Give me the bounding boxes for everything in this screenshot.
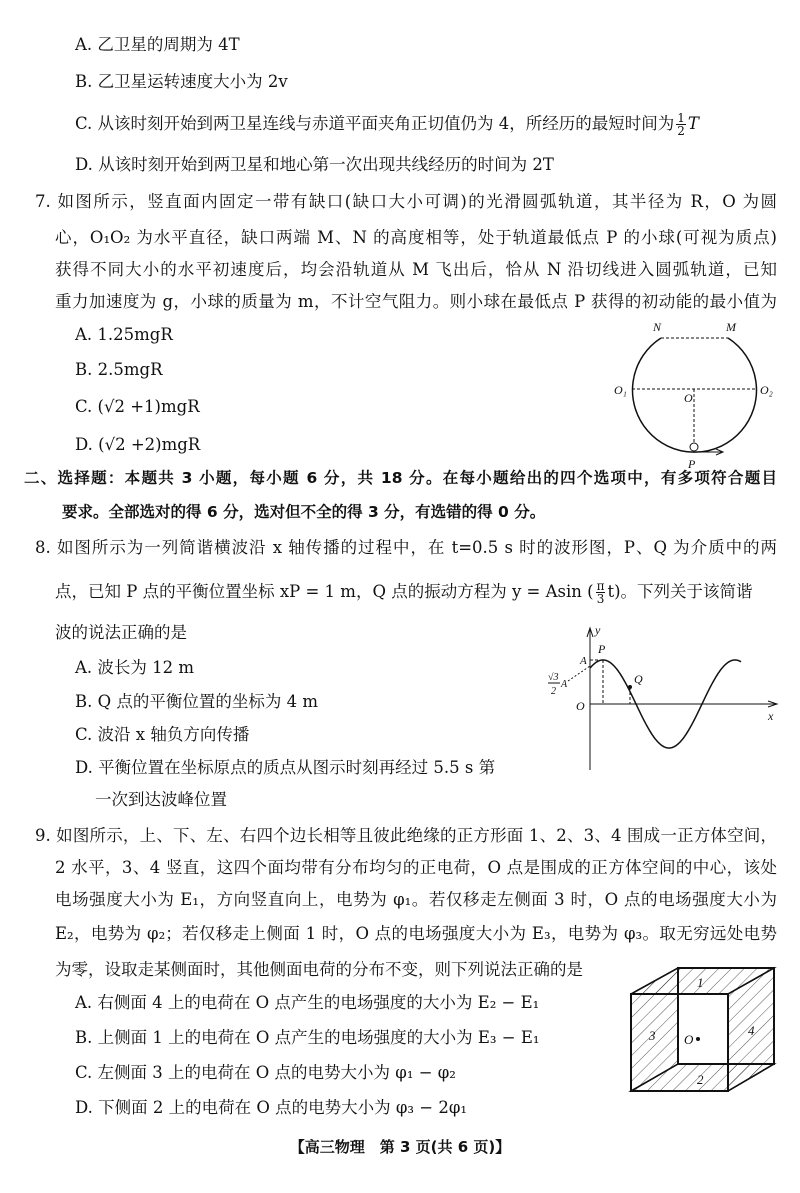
q8-stem-line: 8. 如图所示为一列简谐横波沿 x 轴传播的过程中，在 t=0.5 s 时的波形图，P、Q 为介质中的两 [35,538,777,557]
fraction-den: 3 [596,592,605,606]
q8-option-c: C. 波沿 x 轴负方向传播 [75,725,250,744]
label-face-2: 2 [697,1072,704,1087]
section-2-header: 二、选择题：本题共 3 小题，每小题 6 分，共 18 分。在每小题给出的四个选项中，有多项符合题目 [24,469,777,487]
q7-option-d: D. (√2 +2)mgR [75,435,201,454]
q7-option-a: A. 1.25mgR [75,325,173,344]
point-q [628,685,632,689]
q8-stem-text: t)。下列关于该简谐 [607,582,753,601]
label-o: O [684,391,693,405]
label-a: A [580,655,587,667]
label-q: Q [634,672,643,686]
q7-stem-line: 获得不同大小的水平初速度后，均会沿轨道从 M 飞出后，恰从 N 沿切线进入圆弧轨道，已知 [55,260,777,279]
q8-stem-line [55,576,753,608]
label-x: x [768,709,774,723]
q6-option-a: A. 乙卫星的周期为 4T [75,35,240,54]
q7-stem-line: 心，O₁O₂ 为水平直径，缺口两端 M、N 的高度相等，处于轨道最低点 P 的小球(可视为质点) [55,228,777,247]
label-2: 2 [551,686,556,697]
q8-option-a: A. 波长为 12 m [75,658,195,677]
wave-figure [530,620,790,780]
cube-figure [625,960,785,1100]
q9-option-b: B. 上侧面 1 上的电荷在 O 点产生的电场强度的大小为 E₃ − E₁ [75,1028,540,1047]
q8-option-d-cont: 一次到达波峰位置 [95,790,227,809]
label-m: M [726,320,736,334]
point-o [696,1037,700,1041]
q6-option-c-text: C. 从该时刻开始到两卫星连线与赤道平面夹角正切值仍为 4，所经历的最短时间为 [75,114,675,133]
label-p: P [598,642,606,656]
q9-stem-line: E₂，电势为 φ₂；若仅移走上侧面 1 时，O 点的电场强度大小为 E₃，电势为 φ₃。取无穷远处电势 [55,924,777,943]
label-face-4: 4 [748,1023,755,1038]
fraction-den: 2 [677,124,685,138]
label-sqrt3-a: A [561,679,568,690]
q6-option-c-tail: T [687,114,699,133]
q6-option-b: B. 乙卫星运转速度大小为 2v [75,72,288,91]
label-o2: O₂ [760,383,773,397]
fraction [676,112,686,137]
fraction-num: π [596,579,605,593]
q9-option-d: D. 下侧面 2 上的电荷在 O 点的电势大小为 φ₃ − 2φ₁ [75,1098,468,1117]
q9-option-c: C. 左侧面 3 上的电荷在 O 点的电势大小为 φ₁ − φ₂ [75,1063,456,1082]
label-face-3: 3 [649,1028,656,1043]
label-face-1: 1 [697,975,704,990]
label-origin: O [576,699,585,713]
label-n: N [653,320,662,334]
q7-option-b: B. 2.5mgR [75,360,163,379]
q8-stem-text: 点，已知 P 点的平衡位置坐标 xP = 1 m，Q 点的振动方程为 y = Asin ( [55,582,594,601]
q8-option-d: D. 平衡位置在坐标原点的质点从图示时刻再经过 5.5 s 第 [75,758,496,777]
circle-track-figure [600,318,790,478]
sqrt3-pointer [568,666,590,681]
label-y: y [595,623,601,637]
q9-stem-line: 2 水平，3、4 竖直，这四个面均带有分布均匀的正电荷，O 点是围成的正方体空间的中心，该处 [55,858,777,877]
q7-stem-line: 重力加速度为 g，小球的质量为 m，不计空气阻力。则小球在最低点 P 获得的初动能的最小值为 [55,292,777,311]
q6-option-c [75,112,699,137]
q9-stem-line: 9. 如图所示，上、下、左、右四个边长相等且彼此绝缘的正方形面 1、2、3、4 围成一正方体空间， [35,826,777,845]
inner-opening [678,994,728,1064]
q9-option-a: A. 右侧面 4 上的电荷在 O 点产生的电场强度的大小为 E₂ − E₁ [75,993,540,1012]
ball [690,443,698,451]
section-2-header-cont: 要求。全部选对的得 6 分，选对但不全的得 3 分，有选错的得 0 分。 [62,503,546,521]
q6-option-d: D. 从该时刻开始到两卫星和地心第一次出现共线经历的时间为 2T [75,155,554,174]
label-sqrt3: √3 [548,672,559,683]
q7-stem-line: 7. 如图所示，竖直面内固定一带有缺口(缺口大小可调)的光滑圆弧轨道，其半径为 R，O 为圆 [35,192,777,211]
fraction-num: 1 [677,111,685,125]
label-o: O [684,1032,694,1047]
q9-stem-line: 为零，设取走某侧面时，其他侧面电荷的分布不变，则下列说法正确的是 [55,960,583,979]
fraction [596,580,606,605]
page-footer: 【高三物理 第 3 页(共 6 页)】 [289,1138,511,1156]
q8-stem-line: 波的说法正确的是 [55,623,187,642]
q8-option-b: B. Q 点的平衡位置的坐标为 4 m [75,692,319,711]
q7-option-c: C. (√2 +1)mgR [75,397,200,416]
label-p: P [688,457,696,471]
label-o1: O₁ [614,383,627,397]
q9-stem-line: 电场强度大小为 E₁，方向竖直向上，电势为 φ₁。若仅移走左侧面 3 时，O 点的电场强度大小为 [55,890,777,909]
